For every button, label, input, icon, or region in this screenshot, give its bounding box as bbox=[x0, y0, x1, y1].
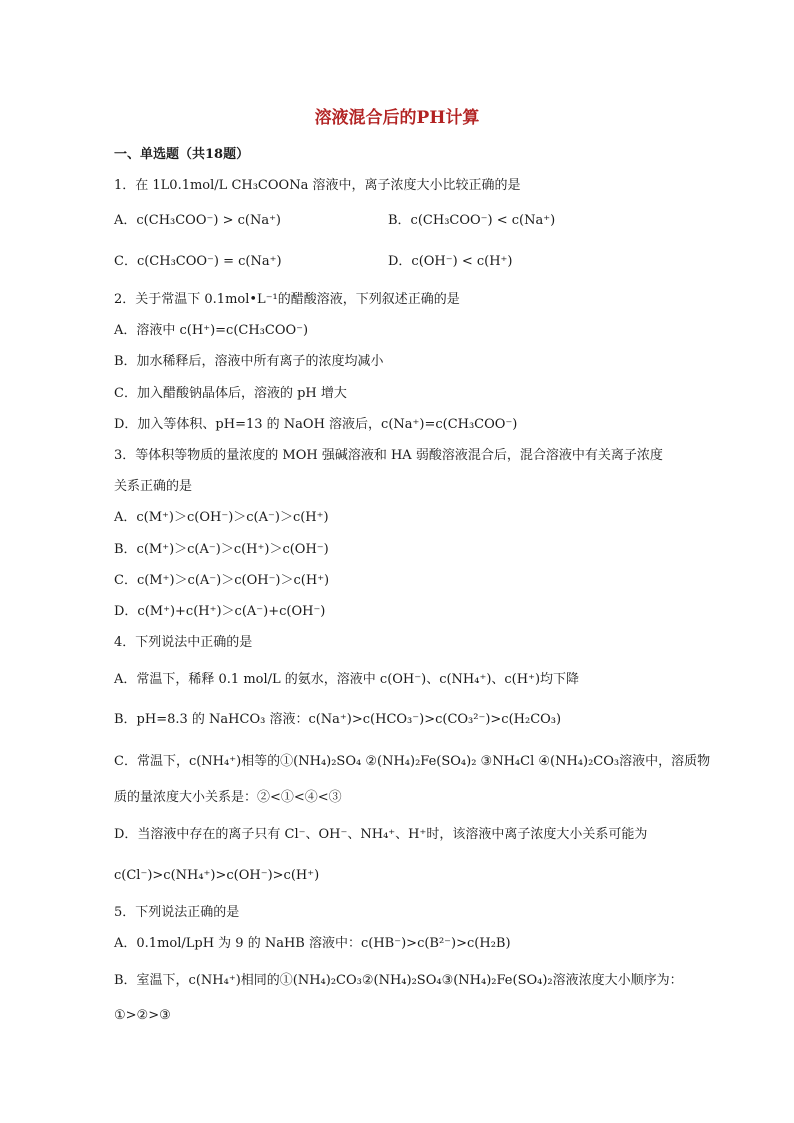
q1-stem: 1．在 1L0.1mol/L CH₃COONa 溶液中，离子浓度大小比较正确的是 bbox=[114, 178, 521, 193]
q4-option-c-line1: C．常温下，c(NH₄⁺)相等的①(NH₄)₂SO₄ ②(NH₄)₂Fe(SO₄)₂ ③NH₄Cl ④(NH₄)₂CO₃溶液中，溶质物 bbox=[114, 754, 711, 769]
q5-stem: 5．下列说法正确的是 bbox=[114, 905, 240, 920]
q3-stem-line2: 关系正确的是 bbox=[114, 479, 193, 494]
q3-stem-line1: 3．等体积等物质的量浓度的 MOH 强碱溶液和 HA 弱酸溶液混合后，混合溶液中有关离子浓度 bbox=[114, 448, 663, 463]
q5-option-b-line1: B．室温下，c(NH₄⁺)相同的①(NH₄)₂CO₃②(NH₄)₂SO₄③(NH₄)₂Fe(SO₄)₂溶液浓度大小顺序为： bbox=[114, 973, 683, 988]
page-title: 溶液混合后的PH计算 bbox=[314, 108, 480, 128]
q3-option-a: A．c(M⁺)＞c(OH⁻)＞c(A⁻)＞c(H⁺) bbox=[114, 510, 329, 525]
section-heading: 一、单选题（共18题） bbox=[114, 147, 250, 162]
q1-option-a: A．c(CH₃COO⁻) > c(Na⁺) bbox=[114, 213, 282, 228]
q2-option-a: A．溶液中 c(H⁺)=c(CH₃COO⁻) bbox=[114, 323, 309, 338]
q4-option-d-line1: D．当溶液中存在的离子只有 Cl⁻、OH⁻、NH₄⁺、H⁺时，该溶液中离子浓度大小关系可能为 bbox=[114, 827, 648, 842]
q5-option-a: A．0.1mol/LpH 为 9 的 NaHB 溶液中：c(HB⁻)>c(B²⁻)>c(H₂B) bbox=[114, 936, 511, 951]
q5-option-b-line2: ①>②>③ bbox=[114, 1008, 171, 1023]
q4-option-c-line2: 质的量浓度大小关系是：②<①<④<③ bbox=[114, 790, 342, 805]
q2-stem: 2．关于常温下 0.1mol•L⁻¹的醋酸溶液，下列叙述正确的是 bbox=[114, 292, 460, 307]
q1-option-d: D．c(OH⁻) < c(H⁺) bbox=[388, 254, 513, 269]
q4-option-b: B．pH=8.3 的 NaHCO₃ 溶液：c(Na⁺)>c(HCO₃⁻)>c(CO₃²⁻)>c(H₂CO₃) bbox=[114, 712, 562, 727]
q3-option-d: D．c(M⁺)+c(H⁺)＞c(A⁻)+c(OH⁻) bbox=[114, 604, 326, 619]
q1-option-b: B．c(CH₃COO⁻) < c(Na⁺) bbox=[388, 213, 556, 228]
q2-option-c: C．加入醋酸钠晶体后，溶液的 pH 增大 bbox=[114, 386, 347, 401]
q2-option-d: D．加入等体积、pH=13 的 NaOH 溶液后，c(Na⁺)=c(CH₃COO⁻) bbox=[114, 417, 518, 432]
q4-option-d-line2: c(Cl⁻)>c(NH₄⁺)>c(OH⁻)>c(H⁺) bbox=[114, 868, 320, 883]
q4-stem: 4．下列说法中正确的是 bbox=[114, 635, 253, 650]
q3-option-b: B．c(M⁺)＞c(A⁻)＞c(H⁺)＞c(OH⁻) bbox=[114, 542, 329, 557]
q3-option-c: C．c(M⁺)＞c(A⁻)＞c(OH⁻)＞c(H⁺) bbox=[114, 573, 330, 588]
q4-option-a: A．常温下，稀释 0.1 mol/L 的氨水，溶液中 c(OH⁻)、c(NH₄⁺)、c(H⁺)均下降 bbox=[114, 672, 580, 687]
q2-option-b: B．加水稀释后，溶液中所有离子的浓度均减小 bbox=[114, 354, 384, 369]
q1-option-c: C．c(CH₃COO⁻) = c(Na⁺) bbox=[114, 254, 282, 269]
